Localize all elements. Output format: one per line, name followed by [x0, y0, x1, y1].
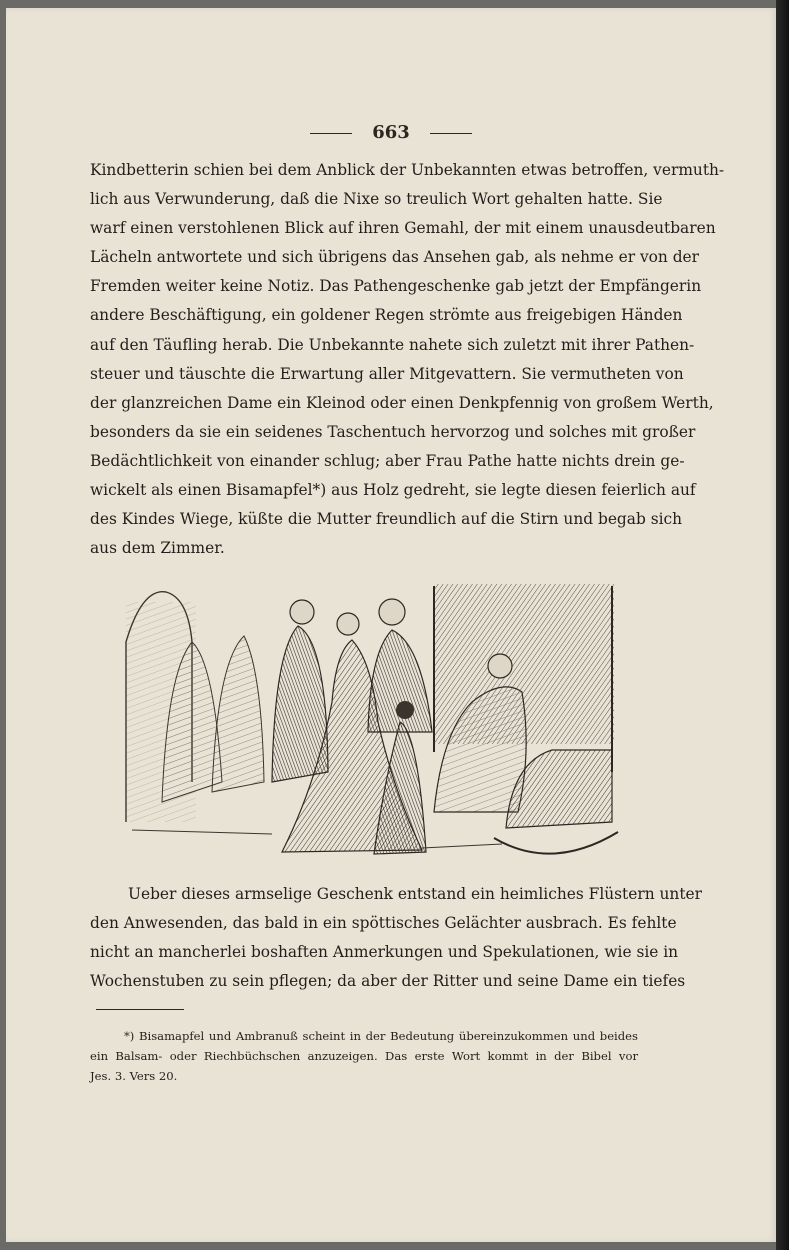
text-line: Bedächtlichkeit von einander schlug; aber Frau Pathe hatte nichts drein ge- — [90, 451, 685, 470]
text-line: Lächeln antwortete und sich übrigens das Ansehen gab, als nehme er von der — [90, 248, 700, 267]
cradle-rocker — [494, 832, 618, 854]
text-line: der glanzreichen Dame ein Kleinod oder einen Denkpfennig von großem Werth, — [90, 393, 714, 412]
text-line: nicht an mancherlei boshaften Anmerkungen und Spekulationen, wie sie in — [90, 943, 679, 962]
text-line: warf einen verstohlenen Blick auf ihren Gemahl, der mit einem unausdeutbaren — [90, 219, 716, 238]
footnote-line: *) Bisamapfel und Ambranuß scheint in der Bedeutung übereinzukommen und beides — [124, 1029, 638, 1043]
text-line: wickelt als einen Bisamapfel*) aus Holz gedreht, sie legte diesen feierlich auf — [90, 481, 696, 500]
text-line: den Anwesenden, das bald in ein spöttisches Gelächter ausbrach. Es fehlte — [90, 914, 677, 933]
page-number: 663 — [372, 122, 410, 143]
footnote — [90, 1026, 638, 1086]
figure-bystander — [212, 636, 264, 792]
text-line: auf den Täufling herab. Die Unbekannte nahete sich zuletzt mit ihrer Pathen- — [90, 335, 695, 354]
text-line: lich aus Verwunderung, daß die Nixe so treulich Wort gehalten hatte. Sie — [90, 190, 663, 209]
text-line: steuer und täuschte die Erwartung aller Mitgevattern. Sie vermutheten von — [90, 364, 684, 383]
footnote-rule — [96, 1009, 184, 1010]
figure-head — [337, 613, 359, 635]
page-header — [6, 122, 776, 143]
text-line: aus dem Zimmer. — [90, 539, 225, 558]
text-line: des Kindes Wiege, küßte die Mutter freundlich auf die Stirn und begab sich — [90, 510, 683, 529]
text-line: andere Beschäftigung, ein goldener Regen strömte aus freigebigen Händen — [90, 306, 683, 325]
figure-head — [290, 600, 314, 624]
text-line: Wochenstuben zu sein pflegen; da aber der Ritter und seine Dame ein tiefes — [90, 972, 686, 991]
text-line: Ueber dieses armselige Geschenk entstand ein heimliches Flüstern unter — [128, 885, 702, 903]
header-rule-left — [310, 133, 352, 134]
scan-edge — [776, 0, 789, 1250]
paragraph-2 — [90, 880, 702, 996]
footnote-line: ein Balsam- oder Riechbüchschen anzuzeigen. Das erste Wort kommt in der Bibel vor — [90, 1049, 638, 1063]
book-page — [6, 8, 776, 1242]
paragraph-1 — [90, 156, 725, 563]
figure-head — [379, 599, 405, 625]
figure-head — [488, 654, 512, 678]
text-line: Kindbetterin schien bei dem Anblick der Unbekannten etwas betroffen, vermuth- — [90, 161, 725, 179]
footnote-line: Jes. 3. Vers 20. — [90, 1069, 178, 1083]
figure-head — [396, 701, 414, 719]
engraving-illustration — [122, 582, 622, 864]
text-line: Fremden weiter keine Notiz. Das Pathengeschenke gab jetzt der Empfängerin — [90, 277, 702, 296]
text-line: besonders da sie ein seidenes Taschentuch hervorzog und solches mit großer — [90, 422, 696, 441]
header-rule-right — [430, 133, 472, 134]
